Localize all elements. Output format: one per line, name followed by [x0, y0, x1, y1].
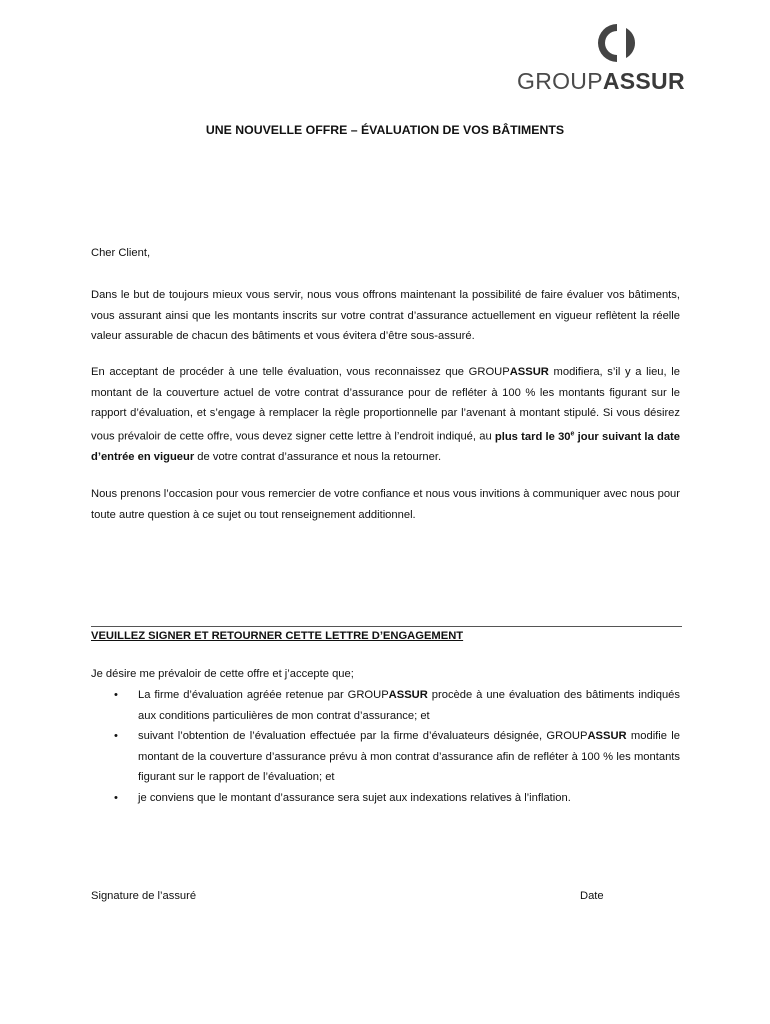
- condition-text: La firme d’évaluation agréée retenue par GROUP: [138, 689, 389, 701]
- condition-item: [91, 788, 680, 809]
- p2-text-1: En acceptant de procéder à une telle évaluation, vous reconnaissez que GROUP: [91, 366, 510, 378]
- logo-word-bold: ASSUR: [602, 68, 685, 94]
- condition-text: procède à une évaluation des bâtiments indiqués aux conditions particulières de mon contrat d’assurance; et: [138, 689, 681, 722]
- paragraph-thanks: Nous prenons l’occasion pour vous remercier de votre confiance et nous vous invitions à communiquer avec nous pour toute autre question à ce sujet ou tout renseignement additionnel.: [91, 488, 680, 521]
- signing-heading: VEUILLEZ SIGNER ET RETOURNER CETTE LETTRE D’ENGAGEMENT: [91, 630, 464, 642]
- bullet-icon: •: [114, 689, 118, 701]
- p2-deadline-1: plus tard le 30: [494, 430, 571, 443]
- condition-brand-bold: ASSUR: [388, 689, 428, 701]
- condition-text: modifie le montant de la couverture d’assurance prévu à mon contrat d’assurance afin de refléter à 100 % les montants figurant sur le rapport de l’évaluation; et: [138, 730, 680, 784]
- condition-brand-bold: ASSUR: [587, 730, 627, 743]
- groupassur-logo: [517, 20, 717, 95]
- bullet-icon: •: [114, 791, 118, 804]
- date-label: Date: [580, 890, 604, 902]
- p2-brand-bold: ASSUR: [509, 366, 549, 378]
- condition-text: suivant l’obtention de l’évaluation effectuée par la firme d’évaluateurs désignée, GROUP: [138, 730, 588, 743]
- logo-mark-icon: [596, 22, 642, 64]
- conditions-list: [91, 685, 680, 809]
- p2-deadline-2: jour suivant la date d’entrée en vigueur: [91, 430, 680, 464]
- p2-superscript: e: [570, 429, 575, 437]
- paragraph-purpose: Dans le but de toujours mieux vous servir, nous vous offrons maintenant la possibilité de faire évaluer vos bâtiments, vous assurant ainsi que les montants inscrits sur votre contrat d’assurance actuellement en vigueur reflètent la réelle valeur assurable de chacun des bâtiments et vous évitera d’être sous-assuré.: [91, 289, 680, 343]
- condition-text: je conviens que le montant d’assurance sera sujet aux indexations relatives à l’inflation.: [138, 791, 571, 804]
- greeting: Cher Client,: [91, 247, 151, 259]
- p2-text-3: de votre contrat d’assurance et nous la retourner.: [194, 451, 442, 464]
- signing-intro: Je désire me prévaloir de cette offre et j’accepte que;: [91, 668, 354, 680]
- bullet-icon: •: [114, 730, 118, 743]
- paragraph-acceptance: [91, 362, 680, 468]
- condition-item: [91, 685, 680, 726]
- letter-title: UNE NOUVELLE OFFRE – ÉVALUATION DE VOS BÂTIMENTS: [205, 123, 565, 137]
- signature-label: Signature de l’assuré: [91, 890, 197, 902]
- section-divider: [91, 626, 682, 627]
- p2-text-2: modifiera, s’il y a lieu, le montant de la couverture actuel de votre contrat d’assurance pour de refléter à 100 % les montants figurant sur le rapport d’évaluation, et s’engage à remplacer la règle proportionnelle par l’avenant à montant stipulé. Si vous désirez vous prévaloir de cette offre, vous devez signer cette lettre à l’endroit indiqué, au: [91, 366, 680, 443]
- condition-item: [91, 726, 680, 788]
- logo-word-light: GROUP: [517, 68, 603, 94]
- logo-wordmark: [517, 68, 717, 94]
